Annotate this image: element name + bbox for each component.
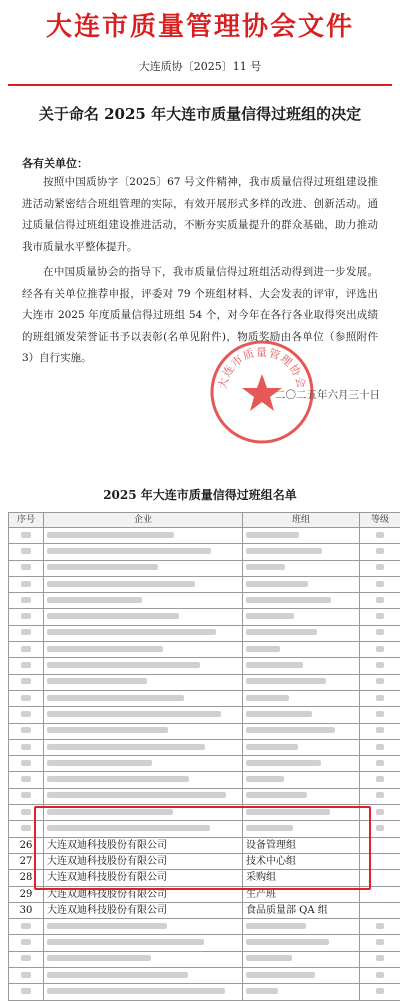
blurred-cell	[44, 674, 243, 690]
blurred-cell	[9, 690, 44, 706]
table-row	[9, 642, 400, 658]
table-row	[9, 560, 400, 576]
blurred-cell	[44, 805, 243, 821]
blurred-cell	[360, 528, 400, 544]
table-row	[9, 853, 400, 869]
blurred-cell	[360, 919, 400, 935]
blurred-cell	[243, 788, 360, 804]
blurred-cell	[243, 707, 360, 723]
row-index: 28	[9, 870, 44, 886]
blurred-cell	[243, 805, 360, 821]
table-row	[9, 788, 400, 804]
blurred-cell	[243, 723, 360, 739]
blurred-cell	[243, 609, 360, 625]
blurred-cell	[243, 560, 360, 576]
table-header-row	[9, 513, 400, 528]
blurred-cell	[360, 772, 400, 788]
blurred-cell	[44, 821, 243, 837]
blurred-cell	[243, 821, 360, 837]
blurred-cell	[44, 707, 243, 723]
blurred-cell	[243, 593, 360, 609]
salutation: 各有关单位：	[22, 155, 88, 171]
blurred-cell	[9, 609, 44, 625]
row-team: 食品质量部 QA 组	[243, 902, 360, 918]
svg-text:大连市质量管理协会: 大连市质量管理协会	[215, 346, 309, 391]
blurred-cell	[243, 968, 360, 984]
row-company: 大连双迪科技股份有限公司	[44, 837, 243, 853]
table-row	[9, 919, 400, 935]
roster-table-wrap	[8, 512, 392, 1001]
blurred-cell	[9, 593, 44, 609]
blurred-cell	[44, 951, 243, 967]
blurred-cell	[360, 968, 400, 984]
blurred-cell	[44, 739, 243, 755]
table-row	[9, 837, 400, 853]
blurred-cell	[9, 788, 44, 804]
blurred-cell	[243, 544, 360, 560]
blurred-cell	[243, 576, 360, 592]
table-row	[9, 544, 400, 560]
table-row	[9, 968, 400, 984]
blurred-cell	[243, 756, 360, 772]
blurred-cell	[360, 805, 400, 821]
row-team: 采购组	[243, 870, 360, 886]
blurred-cell	[9, 642, 44, 658]
blurred-cell	[9, 723, 44, 739]
blurred-cell	[44, 658, 243, 674]
table-row	[9, 772, 400, 788]
blurred-cell	[243, 739, 360, 755]
row-company: 大连双迪科技股份有限公司	[44, 886, 243, 902]
row-team: 生产班	[243, 886, 360, 902]
decision-title: 关于命名 2025 年大连市质量信得过班组的决定	[30, 102, 370, 126]
blurred-cell	[44, 593, 243, 609]
table-row	[9, 593, 400, 609]
table-row	[9, 576, 400, 592]
blurred-cell	[44, 690, 243, 706]
row-team: 设备管理组	[243, 837, 360, 853]
blurred-cell	[360, 625, 400, 641]
row-index: 30	[9, 902, 44, 918]
blurred-cell	[9, 560, 44, 576]
blurred-cell	[44, 528, 243, 544]
blurred-cell	[243, 984, 360, 1000]
table-row	[9, 658, 400, 674]
blurred-cell	[360, 544, 400, 560]
blurred-cell	[44, 642, 243, 658]
blurred-cell	[243, 919, 360, 935]
blurred-cell	[44, 576, 243, 592]
row-company: 大连双迪科技股份有限公司	[44, 853, 243, 869]
row-level	[360, 853, 400, 869]
blurred-cell	[9, 625, 44, 641]
blurred-cell	[9, 919, 44, 935]
blurred-cell	[44, 756, 243, 772]
table-row	[9, 902, 400, 918]
blurred-cell	[9, 951, 44, 967]
table-row	[9, 886, 400, 902]
blurred-cell	[9, 674, 44, 690]
blurred-cell	[360, 593, 400, 609]
blurred-cell	[360, 788, 400, 804]
blurred-cell	[243, 951, 360, 967]
blurred-cell	[360, 674, 400, 690]
document-header-title: 大连市质量管理协会文件	[0, 6, 400, 43]
document-number: 大连质协〔2025〕11 号	[0, 58, 400, 74]
blurred-cell	[44, 625, 243, 641]
roster-table	[8, 512, 400, 1001]
row-level	[360, 902, 400, 918]
blurred-cell	[360, 951, 400, 967]
blurred-cell	[243, 528, 360, 544]
blurred-cell	[44, 968, 243, 984]
blurred-cell	[44, 919, 243, 935]
blurred-cell	[44, 544, 243, 560]
blurred-cell	[360, 756, 400, 772]
blurred-cell	[243, 772, 360, 788]
table-row	[9, 805, 400, 821]
body-paragraph-2: 在中国质量协会的指导下，我市质量信得过班组活动得到进一步发展。经各有关单位推荐申报，评委对 79 个班组材料、大会发表的评审，评选出大连市 2025 年度质量信得过班组 54 个，对今年在各行各业取得突出成绩的班组颁发荣誉证书予以表彰(名单见附件)，物质奖励由各单位（参照附件3）自行实施。	[22, 262, 378, 370]
blurred-cell	[9, 805, 44, 821]
table-row	[9, 609, 400, 625]
blurred-cell	[9, 772, 44, 788]
row-index: 27	[9, 853, 44, 869]
blurred-cell	[44, 984, 243, 1000]
blurred-cell	[9, 544, 44, 560]
blurred-cell	[243, 642, 360, 658]
column-header-company: 企业	[44, 513, 243, 528]
blurred-cell	[360, 642, 400, 658]
table-row	[9, 674, 400, 690]
blurred-cell	[360, 576, 400, 592]
row-company: 大连双迪科技股份有限公司	[44, 902, 243, 918]
blurred-cell	[243, 625, 360, 641]
blurred-cell	[44, 723, 243, 739]
blurred-cell	[44, 772, 243, 788]
blurred-cell	[9, 821, 44, 837]
blurred-cell	[9, 528, 44, 544]
blurred-cell	[44, 560, 243, 576]
row-index: 29	[9, 886, 44, 902]
table-row	[9, 707, 400, 723]
row-level	[360, 870, 400, 886]
blurred-cell	[360, 707, 400, 723]
issue-date: 二〇二五年六月三十日	[200, 387, 380, 402]
list-title: 2025 年大连市质量信得过班组名单	[0, 486, 400, 503]
table-row	[9, 756, 400, 772]
blurred-cell	[360, 739, 400, 755]
table-row	[9, 984, 400, 1000]
table-row	[9, 821, 400, 837]
blurred-cell	[360, 560, 400, 576]
blurred-cell	[44, 609, 243, 625]
blurred-cell	[9, 658, 44, 674]
table-row	[9, 625, 400, 641]
blurred-cell	[9, 984, 44, 1000]
blurred-cell	[9, 707, 44, 723]
row-company: 大连双迪科技股份有限公司	[44, 870, 243, 886]
blurred-cell	[243, 658, 360, 674]
blurred-cell	[9, 968, 44, 984]
table-row	[9, 951, 400, 967]
blurred-cell	[9, 756, 44, 772]
blurred-cell	[243, 690, 360, 706]
body-paragraph-1: 按照中国质协字〔2025〕67 号文件精神，我市质量信得过班组建设推进活动紧密结合班组管理的实际，有效开展形式多样的改进、创新活动。通过质量信得过班组建设推进活动，不断夯实质量提升的群众基础，助力推动我市质量水平整体提升。	[22, 172, 378, 258]
header-divider	[8, 84, 392, 86]
column-header-index: 序号	[9, 513, 44, 528]
blurred-cell	[243, 674, 360, 690]
blurred-cell	[9, 576, 44, 592]
table-row	[9, 690, 400, 706]
blurred-cell	[360, 609, 400, 625]
blurred-cell	[360, 984, 400, 1000]
row-level	[360, 837, 400, 853]
table-row	[9, 528, 400, 544]
column-header-team: 班组	[243, 513, 360, 528]
column-header-level: 等级	[360, 513, 400, 528]
blurred-cell	[9, 739, 44, 755]
row-team: 技术中心组	[243, 853, 360, 869]
blurred-cell	[360, 658, 400, 674]
blurred-cell	[360, 690, 400, 706]
table-row	[9, 870, 400, 886]
roster-body	[9, 528, 400, 1001]
table-row	[9, 739, 400, 755]
row-index: 26	[9, 837, 44, 853]
blurred-cell	[360, 821, 400, 837]
blurred-cell	[44, 788, 243, 804]
blurred-cell	[360, 723, 400, 739]
table-row	[9, 723, 400, 739]
row-level	[360, 886, 400, 902]
